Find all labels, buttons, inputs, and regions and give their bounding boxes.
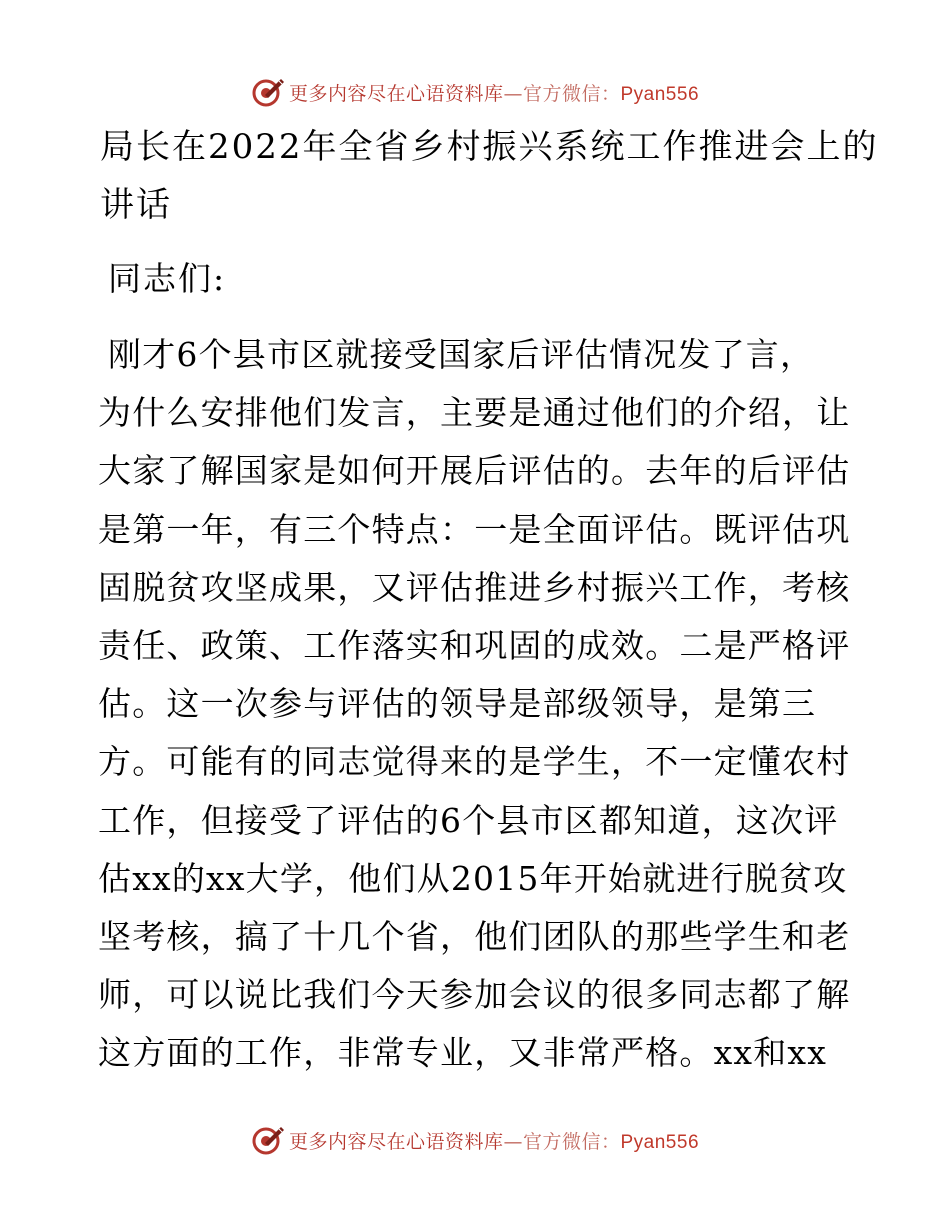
watermark-text: 更多内容尽在心语资料库 <box>288 82 504 105</box>
body-line: 大家了解国家是如何开展后评估的。去年的后评估 <box>98 451 851 491</box>
watermark-handle: Pyan556 <box>620 1131 700 1153</box>
body-line: 估xx的xx大学，他们从2015年开始就进行脱贫攻 <box>98 858 848 898</box>
body-line: 是第一年，有三个特点：一是全面评估。既评估巩 <box>98 509 851 549</box>
header-watermark <box>0 72 950 112</box>
body-line: 方。可能有的同志觉得来的是学生，不一定懂农村 <box>98 742 851 782</box>
watermark-separator: —官方微信： <box>503 1130 621 1153</box>
document-title <box>100 118 879 234</box>
watermark-text: 更多内容尽在心语资料库 <box>288 1130 504 1153</box>
pen-logo-icon <box>251 1123 285 1157</box>
title-line: 局长在2022年全省乡村振兴系统工作推进会上的 <box>100 127 879 167</box>
pen-logo-icon <box>251 75 285 109</box>
body-line: 师，可以说比我们今天参加会议的很多同志都了解 <box>98 975 851 1015</box>
watermark-separator: —官方微信： <box>503 82 621 105</box>
body-line: 固脱贫攻坚成果，又评估推进乡村振兴工作，考核 <box>98 567 851 607</box>
body-paragraph <box>98 326 868 1083</box>
body-line: 工作，但接受了评估的6个县市区都知道，这次评 <box>98 800 839 840</box>
body-line: 为什么安排他们发言，主要是通过他们的介绍，让 <box>98 393 851 433</box>
body-line: 这方面的工作，非常专业，又非常严格。xx和xx <box>98 1033 828 1073</box>
watermark-handle: Pyan556 <box>620 83 700 105</box>
body-line: 责任、政策、工作落实和巩固的成效。二是严格评 <box>98 626 851 666</box>
footer-watermark <box>0 1120 950 1160</box>
title-line: 讲话 <box>100 185 172 225</box>
body-line: 刚才6个县市区就接受国家后评估情况发了言， <box>108 335 815 374</box>
body-line: 坚考核，搞了十几个省，他们团队的那些学生和老 <box>98 917 851 957</box>
salutation: 同志们: <box>108 259 227 298</box>
body-line: 估。这一次参与评估的领导是部级领导，是第三 <box>98 684 817 724</box>
